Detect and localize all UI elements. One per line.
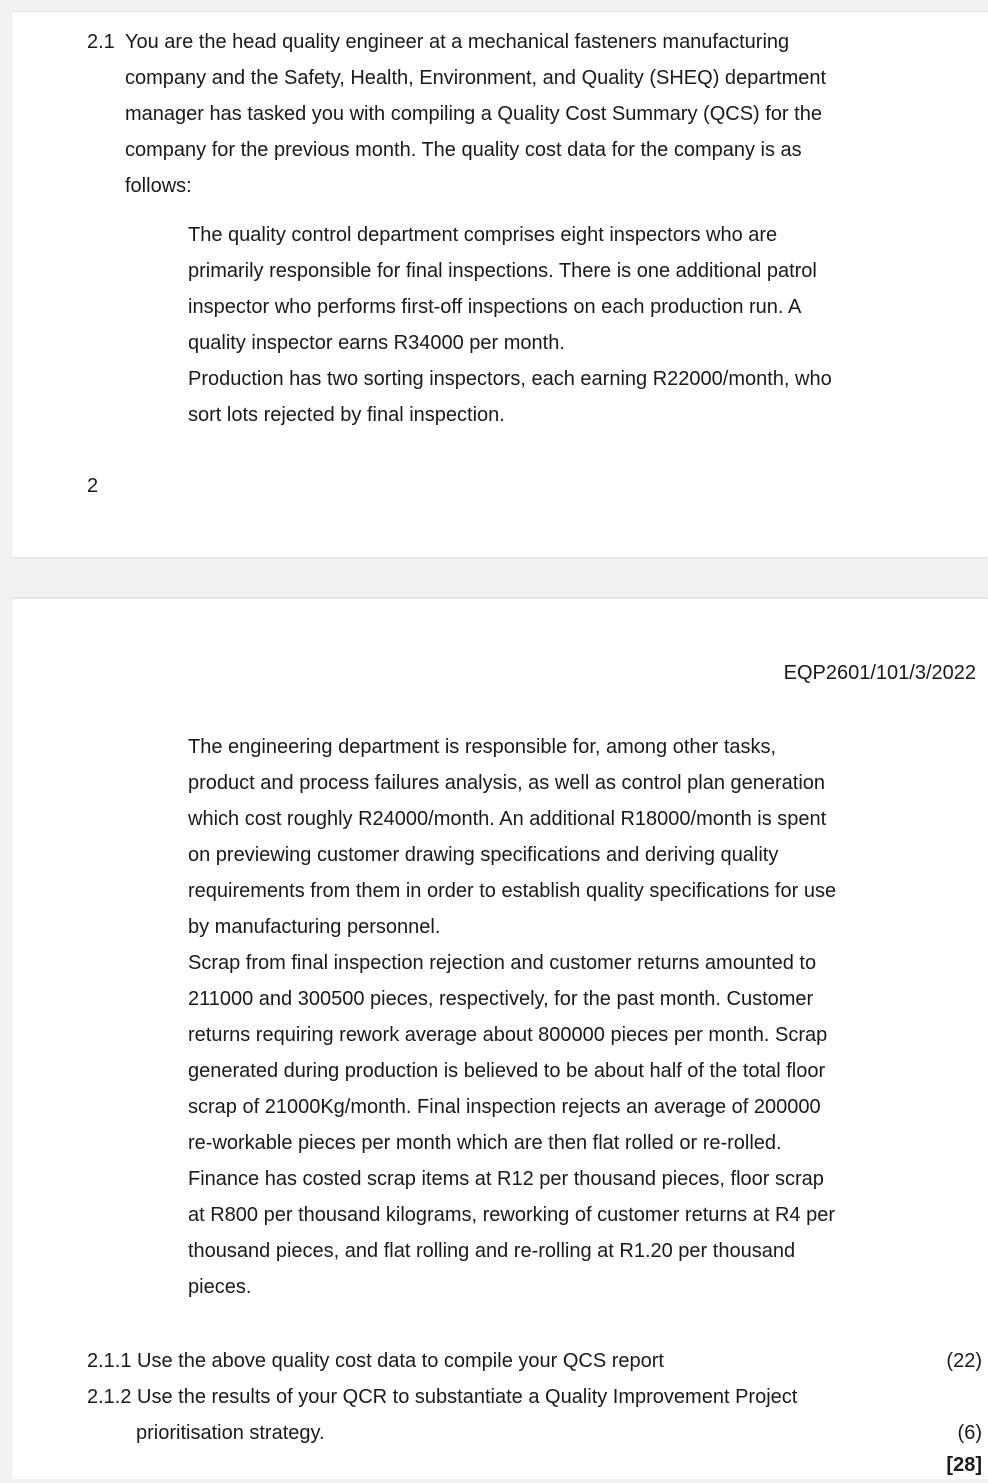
question-intro-line: company for the previous month. The quality cost data for the company is as (125, 139, 802, 161)
data-line: product and process failures analysis, as well as control plan generation (188, 772, 826, 794)
data-line: Scrap from final inspection rejection and customer returns amounted to (188, 952, 817, 974)
data-line: inspector who performs first-off inspections on each production run. A (188, 296, 802, 318)
data-block-engineering (188, 729, 836, 1305)
document-reference-header: EQP2601/101/3/2022 (783, 662, 976, 684)
data-line: requirements from them in order to establish quality specifications for use (188, 880, 837, 902)
question-intro-line: You are the head quality engineer at a mechanical fasteners manufacturing (125, 31, 790, 53)
data-line: returns requiring rework average about 800000 pieces per month. Scrap (188, 1024, 828, 1046)
data-line: 211000 and 300500 pieces, respectively, for the past month. Customer (188, 988, 814, 1010)
data-line: thousand pieces, and flat rolling and re-rolling at R1.20 per thousand (188, 1240, 796, 1262)
question-intro-line: follows: (125, 175, 192, 197)
question-intro-line: manager has tasked you with compiling a Quality Cost Summary (QCS) for the (125, 103, 822, 125)
data-line: The engineering department is responsible for, among other tasks, (188, 736, 777, 758)
page-number: 2 (87, 475, 99, 497)
total-marks: [28] (946, 1454, 982, 1476)
marks-2-1-1: (22) (946, 1350, 982, 1372)
sub-question-2-1-2: 2.1.2 Use the results of your QCR to substantiate a Quality Improvement Project (87, 1386, 798, 1408)
data-line: Finance has costed scrap items at R12 per thousand pieces, floor scrap (188, 1168, 824, 1190)
data-line: primarily responsible for final inspections. There is one additional patrol (188, 260, 817, 282)
sub-question-2-1-2-continued: prioritisation strategy. (136, 1422, 325, 1444)
data-line: sort lots rejected by final inspection. (188, 404, 505, 426)
data-line: by manufacturing personnel. (188, 916, 441, 938)
question-number: 2.1 (87, 31, 115, 53)
data-line: Production has two sorting inspectors, each earning R22000/month, who (188, 368, 832, 390)
data-line: quality inspector earns R34000 per month. (188, 332, 565, 354)
data-line: re-workable pieces per month which are then flat rolled or re-rolled. (188, 1132, 782, 1154)
question-intro-line: company and the Safety, Health, Environment, and Quality (SHEQ) department (125, 67, 827, 89)
data-line: scrap of 21000Kg/month. Final inspection rejects an average of 200000 (188, 1096, 821, 1118)
data-line: generated during production is believed to be about half of the total floor (188, 1060, 826, 1082)
document-page-1 (12, 11, 988, 557)
data-block-quality-control (188, 217, 832, 433)
document-page-2 (12, 598, 988, 1479)
data-line: at R800 per thousand kilograms, reworking of customer returns at R4 per (188, 1204, 835, 1226)
sub-question-2-1-1: 2.1.1 Use the above quality cost data to compile your QCS report (87, 1350, 664, 1372)
data-line: The quality control department comprises eight inspectors who are (188, 224, 778, 246)
marks-2-1-2: (6) (957, 1422, 982, 1444)
data-line: on previewing customer drawing specifications and deriving quality (188, 844, 779, 866)
data-line: pieces. (188, 1276, 252, 1298)
question-intro-paragraph (125, 24, 826, 204)
data-line: which cost roughly R24000/month. An additional R18000/month is spent (188, 808, 827, 830)
